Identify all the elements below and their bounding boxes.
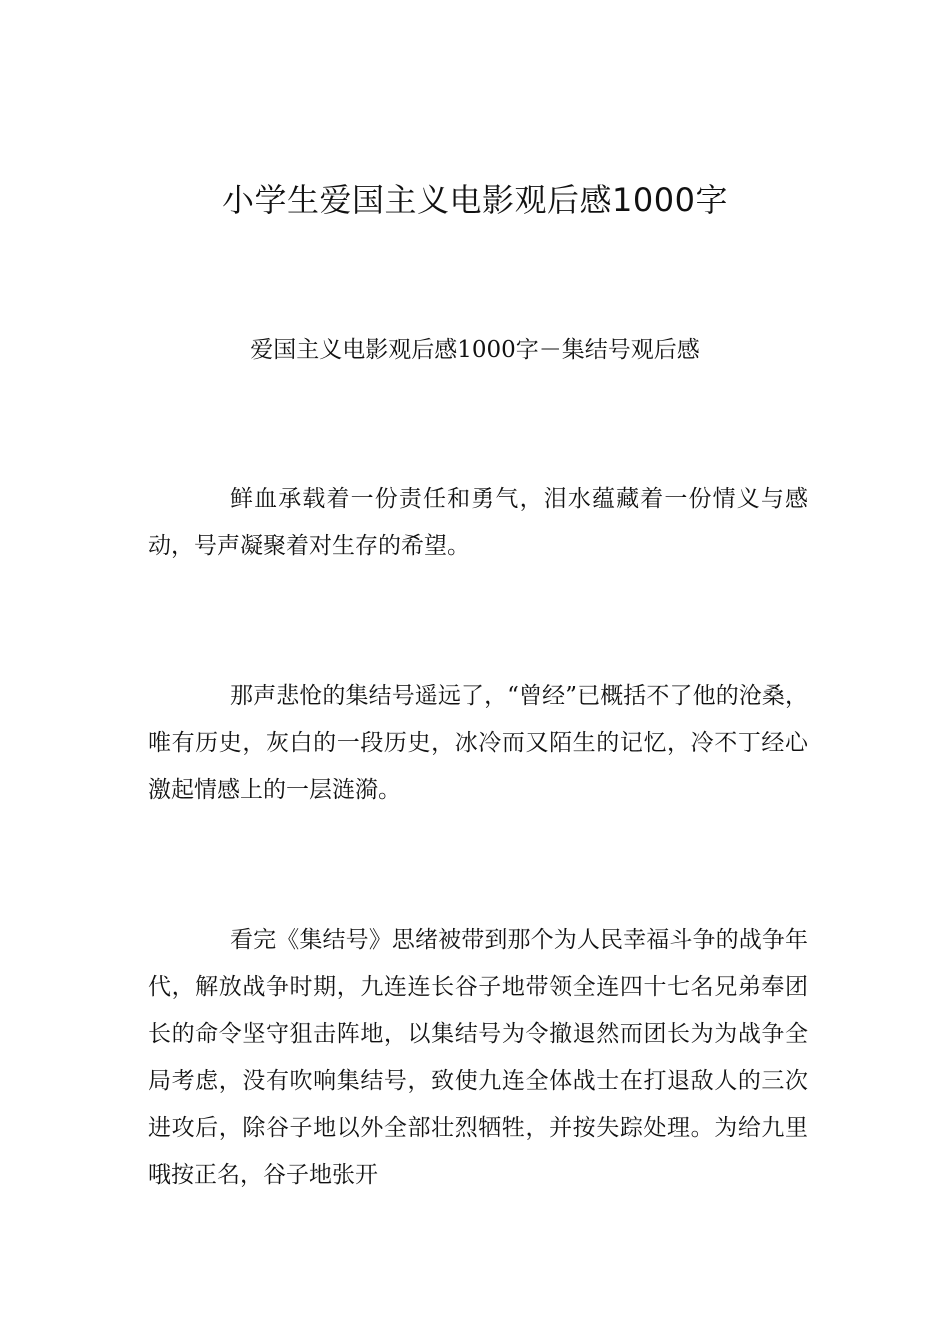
- paragraph-3: 看完《集结号》思绪被带到那个为人民幸福斗争的战争年代，解放战争时期，九连连长谷子地带领全连四十七名兄弟奉团长的命令坚守狙击阵地，以集结号为令撤退然而团长为为战争全局考虑，没有吹响集结号，致使九连全体战士在打退敌人的三次进攻后，除谷子地以外全部壮烈牺牲，并按失踪处理。为给九里哦按正名，谷子地张开: [148, 927, 808, 1188]
- article-subtitle: 爱国主义电影观后感1000字－集结号观后感: [250, 337, 700, 363]
- page-title: 小学生爱国主义电影观后感1000字: [222, 181, 728, 219]
- paragraph-1: 鲜血承载着一份责任和勇气，泪水蕴藏着一份情义与感动，号声凝聚着对生存的希望。: [148, 486, 808, 559]
- paragraph-2: 那声悲怆的集结号遥远了，“曾经”已概括不了他的沧桑，唯有历史，灰白的一段历史，冰冷而又陌生的记忆，冷不丁经心激起情感上的一层涟漪。: [148, 683, 808, 803]
